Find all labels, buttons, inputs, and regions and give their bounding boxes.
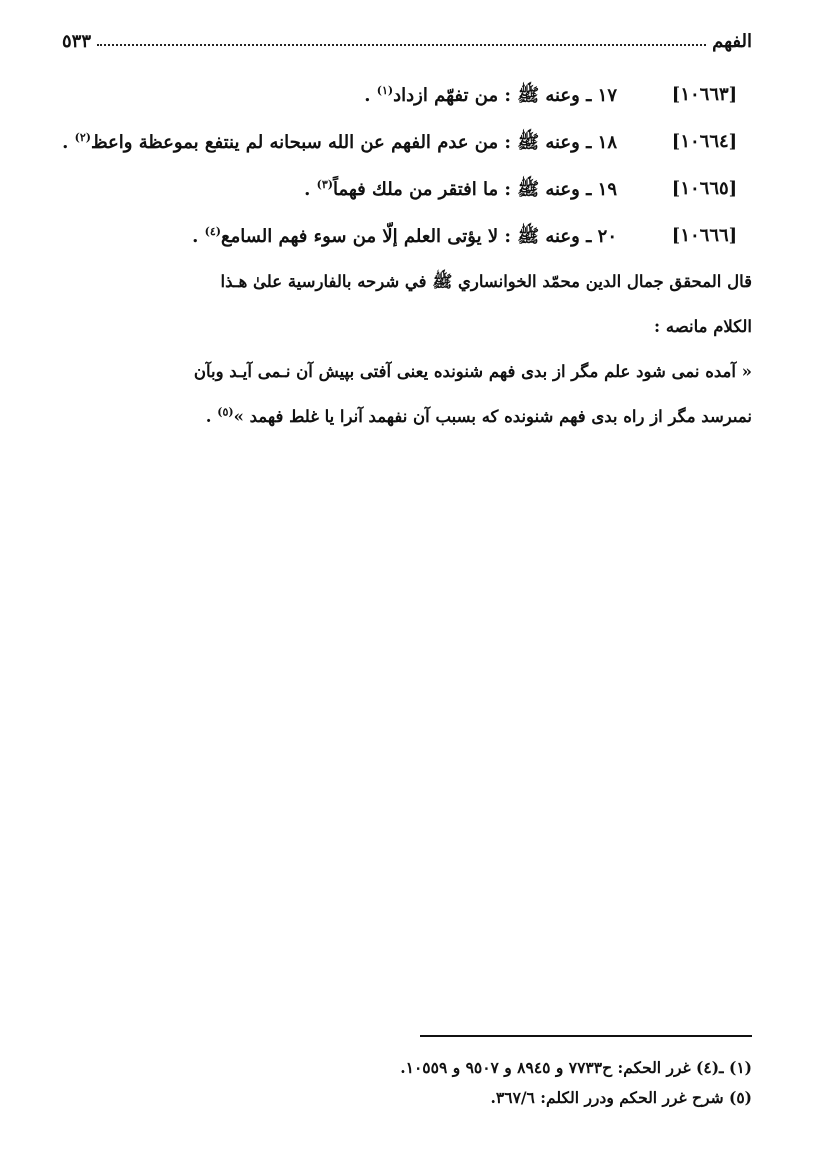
hadith-text-wrap	[192, 225, 617, 251]
hadith-text: ١٩ ـ وعنه ﷺ : ما افتقر من ملك فهماً	[332, 179, 617, 200]
hadith-end: .	[192, 226, 205, 247]
footnote-ref: (٢)	[74, 131, 91, 144]
hadith-text: ١٧ ـ وعنه ﷺ : من تفهّم ازداد	[393, 85, 617, 106]
commentary-line: الكلام مانصه :	[654, 317, 752, 336]
hadith-number: [١٠٦٦٥]	[671, 178, 738, 199]
quote-line: « آمده نمى شود علم مگر از بدى فهم شنونده يعنى آفتى بپيش آن نـمى آيـد وبآن	[193, 362, 752, 381]
hadith-end: .	[62, 132, 75, 153]
footnote-separator	[420, 1035, 752, 1037]
hadith-text-wrap	[364, 84, 617, 110]
hadith-number: [١٠٦٦٣]	[671, 84, 738, 105]
hadith-end: .	[304, 179, 317, 200]
footnote-ref: (٥)	[217, 405, 234, 419]
hadith-entry	[60, 217, 752, 264]
hadith-entries	[60, 76, 752, 264]
footnote-ref: (٣)	[316, 178, 333, 191]
footnote: (٥) شرح غرر الحكم ودرر الكلم: ٣٦٧/٦.	[490, 1088, 752, 1107]
quote-line: نمىرسد مگر از راه بدى فهم شنونده كه بسبب آن نفهمد آنرا يا غلط فهمد »	[233, 407, 752, 426]
hadith-entry	[60, 170, 752, 217]
commentary-paragraph	[60, 259, 752, 349]
hadith-text-wrap	[304, 178, 617, 204]
chapter-title: الفهم	[712, 31, 752, 52]
hadith-text-wrap	[62, 131, 617, 157]
header-dot-leader	[97, 44, 706, 46]
quote-line-wrap	[60, 394, 752, 439]
hadith-entry	[60, 123, 752, 170]
persian-quote	[60, 349, 752, 439]
hadith-text: ٢٠ ـ وعنه ﷺ : لا يؤتى العلم إلّا من سوء فهم السامع	[221, 226, 617, 247]
commentary-line: قال المحقق جمال الدين محمّد الخوانساري ﷺ في شرحه بالفارسية علىٰ هـذا	[220, 272, 752, 291]
hadith-number: [١٠٦٦٤]	[671, 131, 738, 152]
hadith-entry	[60, 76, 752, 123]
page-number: ٥٣٣	[62, 31, 92, 52]
hadith-number: [١٠٦٦٦]	[671, 225, 738, 246]
footnote-ref: (٤)	[204, 225, 221, 238]
hadith-end: .	[364, 85, 377, 106]
footnote: (١) ـ(٤) غرر الحكم: ح٧٧٣٣ و ٨٩٤٥ و ٩٥٠٧ و ١٠٥٥٩.	[400, 1058, 752, 1077]
quote-end: .	[205, 407, 218, 426]
running-header	[62, 26, 752, 52]
hadith-text: ١٨ ـ وعنه ﷺ : من عدم الفهم عن الله سبحانه لم ينتفع بموعظة واعظ	[90, 132, 617, 153]
footnote-ref: (١)	[376, 84, 394, 97]
footnotes	[60, 1053, 752, 1113]
